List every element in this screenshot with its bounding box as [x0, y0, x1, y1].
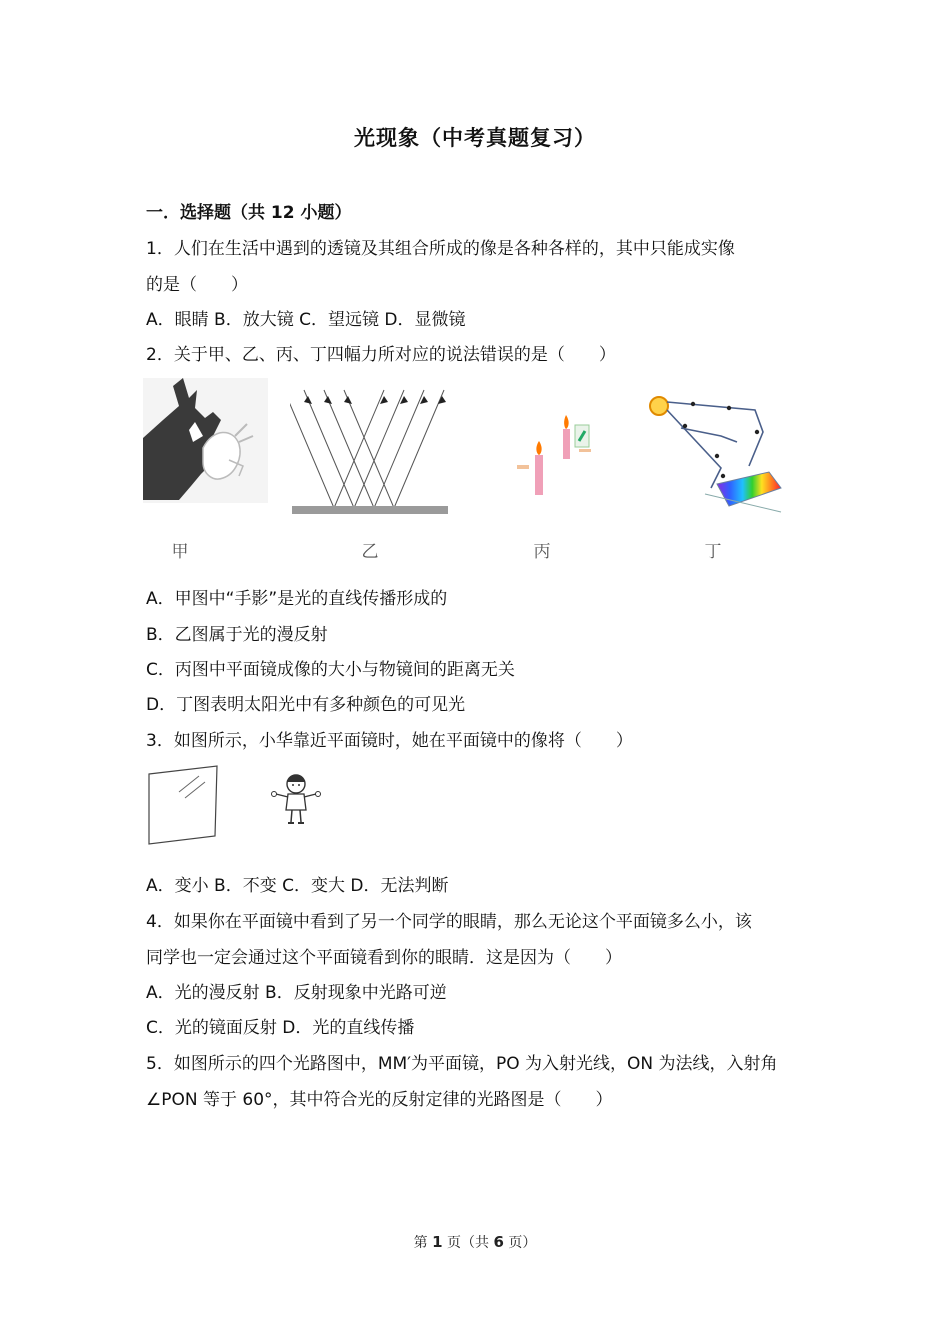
dispersion-figure	[645, 388, 785, 518]
footer-middle: 页（共	[442, 1235, 494, 1251]
page-footer	[0, 1232, 950, 1252]
footer-total-pages: 6	[493, 1233, 504, 1251]
page-title: 光现象（中考真题复习）	[354, 126, 596, 150]
footer-page-number: 1	[432, 1233, 443, 1251]
plane-mirror-figure	[145, 764, 225, 846]
q3-stem-line-1: 3．如图所示，小华靠近平面镜时，她在平面镜中的像将（ ）	[146, 731, 633, 751]
q1-stem-line-1: 1．人们在生活中遇到的透镜及其组合所成的像是各种各样的，其中只能成实像	[146, 239, 735, 259]
q1-options: A．眼睛 B．放大镜 C．望远镜 D．显微镜	[146, 310, 466, 330]
girl-figure	[266, 770, 328, 828]
footer-prefix: 第	[413, 1235, 433, 1251]
q2-stem-line-1: 2．关于甲、乙、丙、丁四幅力所对应的说法错误的是（ ）	[146, 345, 616, 365]
footer-suffix: 页）	[503, 1235, 537, 1251]
q4-stem-line-2: 同学也一定会通过这个平面镜看到你的眼睛．这是因为（ ）	[146, 948, 622, 968]
q1-stem-line-2: 的是（ ）	[146, 275, 248, 295]
reflection-figure	[290, 382, 450, 517]
section-heading: 一．选择题（共 12 小题）	[146, 203, 352, 223]
candle-mirror-figure	[505, 405, 600, 500]
q5-stem-line-1: 5．如图所示的四个光路图中，MM′为平面镜，PO 为入射光线，ON 为法线，入射角	[146, 1054, 778, 1074]
q2-option-a: A．甲图中“手影”是光的直线传播形成的	[146, 589, 448, 609]
figure-label-bing: 丙	[533, 542, 551, 562]
q2-option-c: C．丙图中平面镜成像的大小与物镜间的距离无关	[146, 660, 515, 680]
hand-shadow-figure	[143, 378, 268, 503]
figure-label-jia: 甲	[171, 542, 189, 562]
figure-label-ding: 丁	[704, 542, 722, 562]
q4-options-line-1: A．光的漫反射 B．反射现象中光路可逆	[146, 983, 447, 1003]
q2-option-d: D．丁图表明太阳光中有多种颜色的可见光	[146, 695, 466, 715]
q4-stem-line-1: 4．如果你在平面镜中看到了另一个同学的眼睛，那么无论这个平面镜多么小，该	[146, 912, 752, 932]
q5-stem-line-2: ∠PON 等于 60°，其中符合光的反射定律的光路图是（ ）	[146, 1090, 613, 1110]
q4-options-line-2: C．光的镜面反射 D．光的直线传播	[146, 1018, 415, 1038]
figure-label-yi: 乙	[361, 542, 379, 562]
q3-options: A．变小 B．不变 C．变大 D．无法判断	[146, 876, 449, 896]
q2-option-b: B．乙图属于光的漫反射	[146, 625, 328, 645]
